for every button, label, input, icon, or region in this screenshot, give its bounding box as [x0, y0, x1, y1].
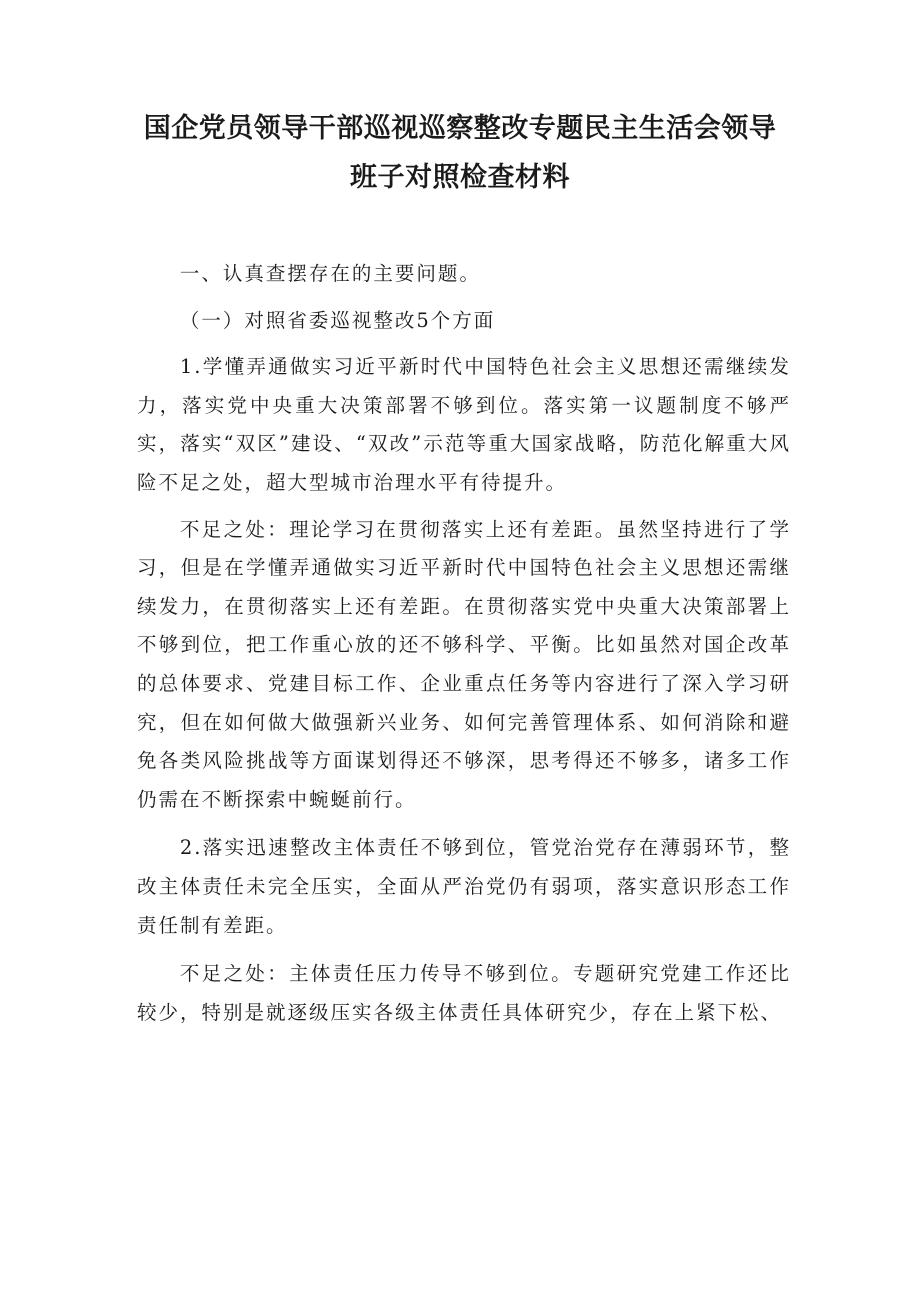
body-paragraph: 不足之处：理论学习在贯彻落实上还有差距。虽然坚持进行了学习，但是在学懂弄通做实习近平新时代中国特色社会主义思想还需继续发力，在贯彻落实上还有差距。在贯彻落实党中央重大决策部署上不够到位，把工作重心放的还不够科学、平衡。比如虽然对国企改革的总体要求、党建目标工作、企业重点任务等内容进行了深入学习研究，但在如何做大做强新兴业务、如何完善管理体系、如何消除和避免各类风险挑战等方面谋划得还不够深，思考得还不够多，诸多工作仍需在不断探索中蜿蜒前行。: [137, 517, 791, 811]
section-heading: 一、认真查摆存在的主要问题。: [179, 262, 481, 285]
title-line-2: 班子对照检查材料: [350, 162, 570, 193]
title-line-1: 国企党员领导干部巡视巡察整改专题民主生活会领导: [143, 113, 777, 144]
document-title: [120, 104, 800, 202]
body-paragraph: 2.落实迅速整改主体责任不够到位，管党治党存在薄弱环节，整改主体责任未完全压实，全面从严治党仍有弱项，落实意识形态工作责任制有差距。: [137, 836, 791, 937]
body-paragraph: 1.学懂弄通做实习近平新时代中国特色社会主义思想还需继续发力，落实党中央重大决策部署不够到位。落实第一议题制度不够严实，落实“双区”建设、“双改”示范等重大国家战略，防范化解重大风险不足之处，超大型城市治理水平有待提升。: [137, 355, 791, 494]
document-body: [137, 255, 791, 1032]
body-paragraph: 不足之处：主体责任压力传导不够到位。专题研究党建工作还比较少，特别是就逐级压实各级主体责任具体研究少，存在上紧下松、: [137, 962, 791, 1024]
subsection-heading: （一）对照省委巡视整改5个方面: [179, 308, 496, 332]
